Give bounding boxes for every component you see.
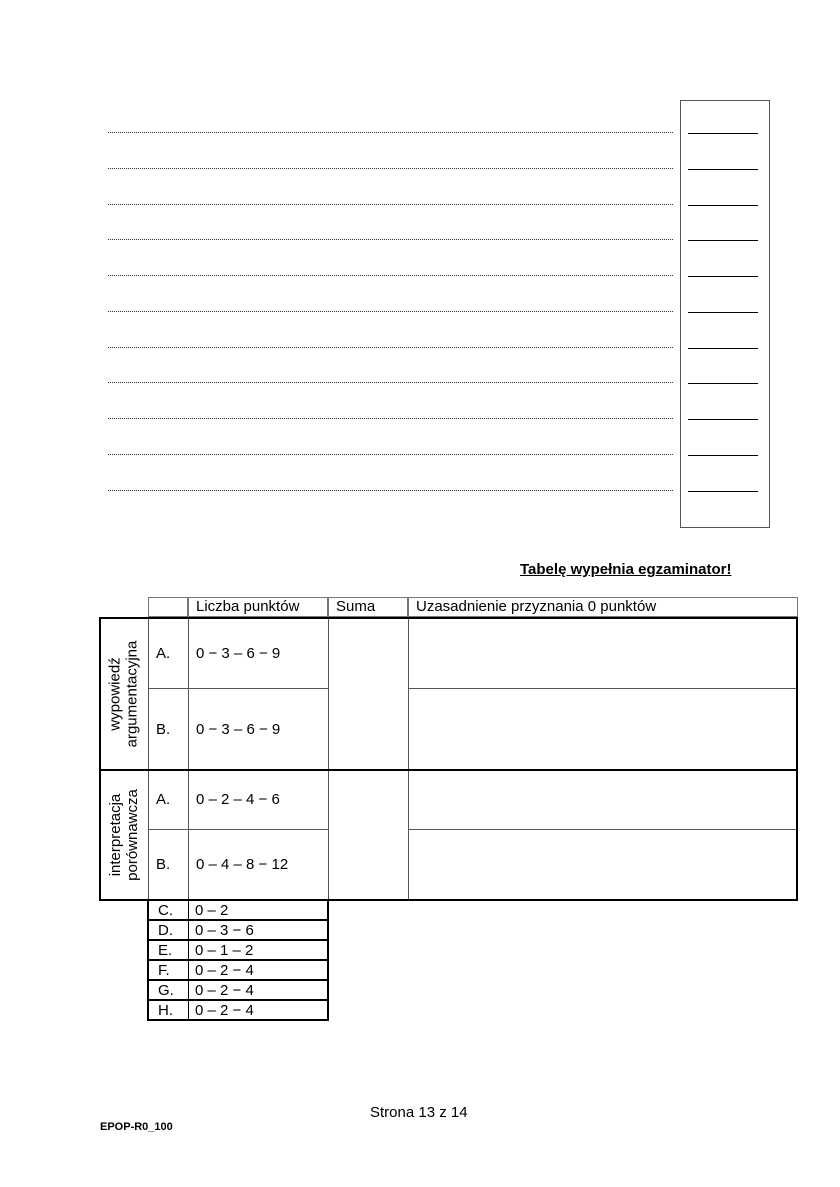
row-letter: C. (158, 902, 173, 919)
answer-line[interactable] (108, 311, 673, 312)
row-letter: B. (156, 856, 171, 873)
grid-line (188, 921, 189, 939)
row-range[interactable]: 0 – 2 − 4 (195, 982, 254, 999)
row-letter: E. (158, 942, 173, 959)
row-range[interactable]: 0 − 3 – 6 − 9 (196, 645, 281, 662)
grid-line (188, 1001, 189, 1019)
row-range[interactable]: 0 – 2 − 4 (195, 962, 254, 979)
sum-cell[interactable] (330, 771, 406, 899)
row-range[interactable]: 0 – 4 – 8 − 12 (196, 856, 289, 873)
sum-cell[interactable] (330, 619, 406, 769)
row-letter: H. (158, 1002, 173, 1019)
header-justification: Uzasadnienie przyznania 0 punktów (408, 597, 798, 617)
score-line[interactable] (688, 348, 758, 349)
group-label-line: interpretacja (106, 793, 124, 877)
justification-cell[interactable] (410, 619, 796, 687)
row-range[interactable]: 0 – 2 (195, 902, 229, 919)
justification-cell[interactable] (410, 831, 796, 899)
score-margin-box (680, 100, 770, 528)
score-line[interactable] (688, 312, 758, 313)
score-line[interactable] (688, 169, 758, 170)
criterion-row (148, 920, 328, 940)
justification-cell[interactable] (410, 690, 796, 769)
group-label-line: porównawcza (123, 789, 141, 881)
answer-line[interactable] (108, 490, 673, 491)
group-label-line: wypowiedź (106, 657, 124, 731)
score-line[interactable] (688, 455, 758, 456)
score-line[interactable] (688, 419, 758, 420)
row-range[interactable]: 0 – 1 – 2 (195, 942, 254, 959)
grid-line (188, 961, 189, 979)
header-empty-cell (148, 597, 188, 617)
page-number: Strona 13 z 14 (370, 1104, 468, 1121)
score-line[interactable] (688, 240, 758, 241)
row-letter: G. (158, 982, 174, 999)
answer-line[interactable] (108, 239, 673, 240)
answer-line[interactable] (108, 168, 673, 169)
score-line[interactable] (688, 383, 758, 384)
justification-cell[interactable] (410, 771, 796, 828)
answer-line[interactable] (108, 204, 673, 205)
group-label-line: argumentacyjna (123, 640, 141, 748)
score-line[interactable] (688, 133, 758, 134)
examiner-note: Tabelę wypełnia egzaminator! (520, 561, 732, 578)
row-range[interactable]: 0 – 2 – 4 − 6 (196, 791, 280, 808)
grid-line (188, 941, 189, 959)
row-range[interactable]: 0 − 3 – 6 − 9 (196, 721, 281, 738)
group-label-argumentative (99, 617, 148, 771)
answer-line[interactable] (108, 132, 673, 133)
header-points: Liczba punktów (188, 597, 328, 617)
grid-line (188, 901, 189, 919)
score-line[interactable] (688, 205, 758, 206)
answer-line[interactable] (108, 454, 673, 455)
criterion-row (148, 980, 328, 1000)
criterion-row (148, 900, 328, 920)
score-line[interactable] (688, 276, 758, 277)
row-letter: D. (158, 922, 173, 939)
exam-code: EPOP-R0_100 (100, 1121, 173, 1133)
answer-line[interactable] (108, 347, 673, 348)
row-letter: A. (156, 645, 171, 662)
group-label-comparative (99, 769, 148, 901)
grid-line (188, 981, 189, 999)
criterion-row (148, 940, 328, 960)
score-line[interactable] (688, 491, 758, 492)
answer-line[interactable] (108, 382, 673, 383)
criterion-row (148, 960, 328, 980)
criterion-row (148, 1000, 328, 1020)
answer-line[interactable] (108, 275, 673, 276)
row-letter: A. (156, 791, 171, 808)
row-range[interactable]: 0 – 3 − 6 (195, 922, 254, 939)
row-letter: B. (156, 721, 171, 738)
answer-line[interactable] (108, 418, 673, 419)
header-sum: Suma (328, 597, 408, 617)
row-range[interactable]: 0 – 2 − 4 (195, 1002, 254, 1019)
row-letter: F. (158, 962, 170, 979)
